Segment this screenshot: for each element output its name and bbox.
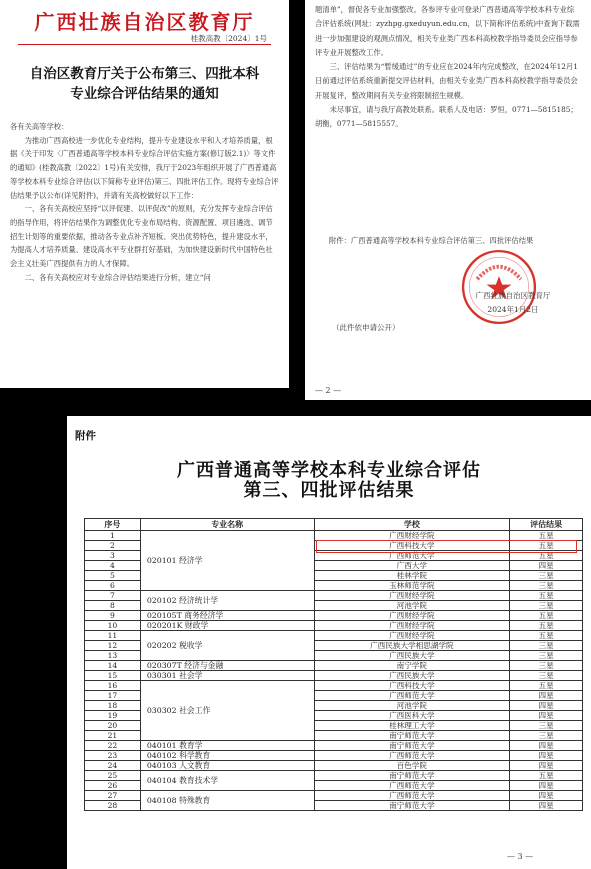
attachment-label: 附件 [75,430,96,442]
evaluation-result: 四星 [510,691,583,701]
evaluation-result: 四星 [510,801,583,811]
school-name: 桂林学院 [314,571,510,581]
row-number: 7 [85,591,141,601]
evaluation-result: 四星 [510,701,583,711]
school-name: 南宁学院 [314,661,510,671]
results-table [84,518,583,811]
table-row [85,591,583,601]
major-name: 040101 教育学 [140,741,314,751]
evaluation-result: 三星 [510,581,583,591]
evaluation-result: 四星 [510,561,583,571]
attachment-title [67,461,591,501]
major-name: 040103 人文教育 [140,761,314,771]
school-name: 广西财经学院 [314,621,510,631]
row-number: 23 [85,751,141,761]
school-name: 广西师范大学 [314,551,510,561]
school-name: 河池学院 [314,701,510,711]
school-name: 南宁师范大学 [314,731,510,741]
signature-block [453,289,573,317]
notice-title-line1: 自治区教育厅关于公布第三、四批本科 [29,66,260,82]
school-name: 百色学院 [314,761,510,771]
row-number: 12 [85,641,141,651]
evaluation-result: 五星 [510,611,583,621]
header-red-rule [18,44,271,45]
document-page-1 [0,0,289,388]
disclosure-note: （此件依申请公开） [332,323,400,332]
evaluation-result: 三星 [510,571,583,581]
row-number: 14 [85,661,141,671]
paragraph-item-1: 一、各有关高校应坚持“以评促建、以评促改”的原则，充分发挥专业综合评估的指导作用，将评估结果作为调整优化专业布局结构、资源配置、项目遴选、调节招生计划等的重要依据，推动各专业点补齐短板、突出优势特色，提升建设水平，为提高人才培养质量、建设高水平专业群打好基础，为加快建设新时代中国特色社会主义壮美广西提供有力的人才保障。 [10,204,273,269]
highlight-box [316,540,577,553]
row-number: 24 [85,761,141,771]
table-row [85,661,583,671]
row-number: 11 [85,631,141,641]
column-header: 学校 [314,519,510,531]
evaluation-result: 三星 [510,651,583,661]
document-number: 桂教高教〔2024〕1号 [190,34,267,43]
paragraph-intro: 为推动广西高校进一步优化专业结构，提升专业建设水平和人才培养质量，根据《关于印发〈广西普通高等学校本科专业综合评估实施方案(修订版2.1)〉等文件的通知》(桂教高教〔2022〕1号)有关安排，我厅于2023年组织开展了广西普通高等学校本科专业综合评估(以下简称专业评估)第三、四批评估工作。现将专业综合评估结果予以公布(详见附件)，并请有关高校做好以下工作： [10,135,279,200]
school-name: 广西师范大学 [314,791,510,801]
school-name: 广西财经学院 [314,611,510,621]
row-number: 25 [85,771,141,781]
table-row [85,531,583,541]
table-row [85,751,583,761]
row-number: 1 [85,531,141,541]
attachment-title-line2: 第三、四批评估结果 [243,480,415,501]
school-name: 广西民族大学 [314,651,510,661]
table-row [85,671,583,681]
table-row [85,631,583,641]
evaluation-result: 五星 [510,681,583,691]
row-number: 21 [85,731,141,741]
row-number: 8 [85,601,141,611]
row-number: 16 [85,681,141,691]
school-name: 河池学院 [314,601,510,611]
paragraph-item-3: 三、评估结果为“暂缓通过”的专业应在2024年内完成整改，在2024年12月1日前通过评估系统重新提交评估材料，由相关专业类广西本科高校教学指导委员会开展复评，整改期间有关专业将限制招生规模。 [315,62,578,100]
major-name: 020105T 商务经济学 [140,611,314,621]
school-name: 广西科技大学 [314,541,510,551]
school-name: 南宁师范大学 [314,801,510,811]
row-number: 10 [85,621,141,631]
major-name: 020307T 经济与金融 [140,661,314,671]
document-page-2 [305,0,591,400]
major-name: 020102 经济统计学 [140,591,314,611]
evaluation-result: 四星 [510,781,583,791]
evaluation-result: 三星 [510,641,583,651]
evaluation-result: 三星 [510,721,583,731]
major-name: 020201K 财政学 [140,621,314,631]
evaluation-result: 四星 [510,741,583,751]
row-number: 17 [85,691,141,701]
issuer-header: 广西壮族自治区教育厅 [34,10,255,34]
row-number: 3 [85,551,141,561]
signing-organization: 广西壮族自治区教育厅 [475,291,551,300]
notice-body [10,120,279,284]
attachment-note: 附件：广西普通高等学校本科专业综合评估第三、四批评估结果 [329,236,534,245]
row-number: 4 [85,561,141,571]
school-name: 广西财经学院 [314,531,510,541]
school-name: 南宁师范大学 [314,741,510,751]
attachment-title-line1: 广西普通高等学校本科专业综合评估 [177,460,481,481]
evaluation-result: 三星 [510,731,583,741]
table-row [85,741,583,751]
evaluation-result: 五星 [510,531,583,541]
major-name: 040108 特殊教育 [140,791,314,811]
school-name: 广西财经学院 [314,631,510,641]
evaluation-result: 五星 [510,591,583,601]
school-name: 玉林师范学院 [314,581,510,591]
column-header: 专业名称 [140,519,314,531]
school-name: 广西民族大学相思湖学院 [314,641,510,651]
school-name: 广西大学 [314,561,510,571]
major-name: 040104 教育技术学 [140,771,314,791]
school-name: 桂林理工大学 [314,721,510,731]
notice-title-line2: 专业综合评估结果的通知 [70,86,219,102]
table-header-row [85,519,583,531]
notice-title [0,64,289,104]
row-number: 28 [85,801,141,811]
row-number: 18 [85,701,141,711]
major-name: 030302 社会工作 [140,681,314,741]
paragraph-contact: 未尽事宜，请与我厅高教处联系。联系人及电话：罗恒，0771—5815185；胡衡，0771—5815557。 [315,105,578,129]
evaluation-result: 五星 [510,631,583,641]
school-name: 广西财经学院 [314,591,510,601]
major-name: 020202 税收学 [140,631,314,661]
major-name: 030301 社会学 [140,671,314,681]
school-name: 南宁师范大学 [314,771,510,781]
evaluation-result: 四星 [510,751,583,761]
major-name: 040102 科学教育 [140,751,314,761]
salutation: 各有关高等学校： [10,122,69,131]
column-header: 序号 [85,519,141,531]
row-number: 6 [85,581,141,591]
row-number: 20 [85,721,141,731]
evaluation-result: 四星 [510,711,583,721]
row-number: 26 [85,781,141,791]
row-number: 27 [85,791,141,801]
school-name: 广西民族大学 [314,671,510,681]
school-name: 广西师范大学 [314,691,510,701]
row-number: 13 [85,651,141,661]
school-name: 广西师范大学 [314,751,510,761]
major-name: 020101 经济学 [140,531,314,591]
evaluation-result: 四星 [510,791,583,801]
table-body [85,531,583,811]
evaluation-result: 五星 [510,541,583,551]
school-name: 广西医科大学 [314,711,510,721]
table-row [85,681,583,691]
document-page-3 [67,416,591,869]
column-header: 评估结果 [510,519,583,531]
row-number: 19 [85,711,141,721]
paragraph-item-2-start: 二、各有关高校应对专业综合评估结果进行分析，建立“问 [24,272,211,282]
evaluation-result: 三星 [510,601,583,611]
evaluation-result: 五星 [510,771,583,781]
row-number: 9 [85,611,141,621]
table-row [85,771,583,781]
evaluation-result: 四星 [510,761,583,771]
row-number: 5 [85,571,141,581]
table-row [85,611,583,621]
signing-date: 2024年1月2日 [487,305,539,314]
school-name: 广西师范大学 [314,781,510,791]
row-number: 2 [85,541,141,551]
table-row [85,791,583,801]
evaluation-result: 三星 [510,671,583,681]
evaluation-result: 三星 [510,661,583,671]
row-number: 15 [85,671,141,681]
table-row [85,761,583,771]
page-number: — 3 — [507,852,534,861]
row-number: 22 [85,741,141,751]
page-number: — 2 — [315,386,342,395]
paragraph-item-2-cont: 题清单”，督促各专业加强整改。各参评专业可登录广西普通高等学校本科专业综合评估系统(网址：zyzhpg.gxeduyun.edu.cn，以下简称评估系统)中查询下载需进一步加强建设的观测点情况，相关专业类广西本科高校教学指导委员会应指导参评专业开展整改工作。 [315,5,580,57]
notice-body-continued [315,3,581,132]
evaluation-result: 五星 [510,551,583,561]
evaluation-result: 五星 [510,621,583,631]
table-row [85,621,583,631]
school-name: 广西科技大学 [314,681,510,691]
